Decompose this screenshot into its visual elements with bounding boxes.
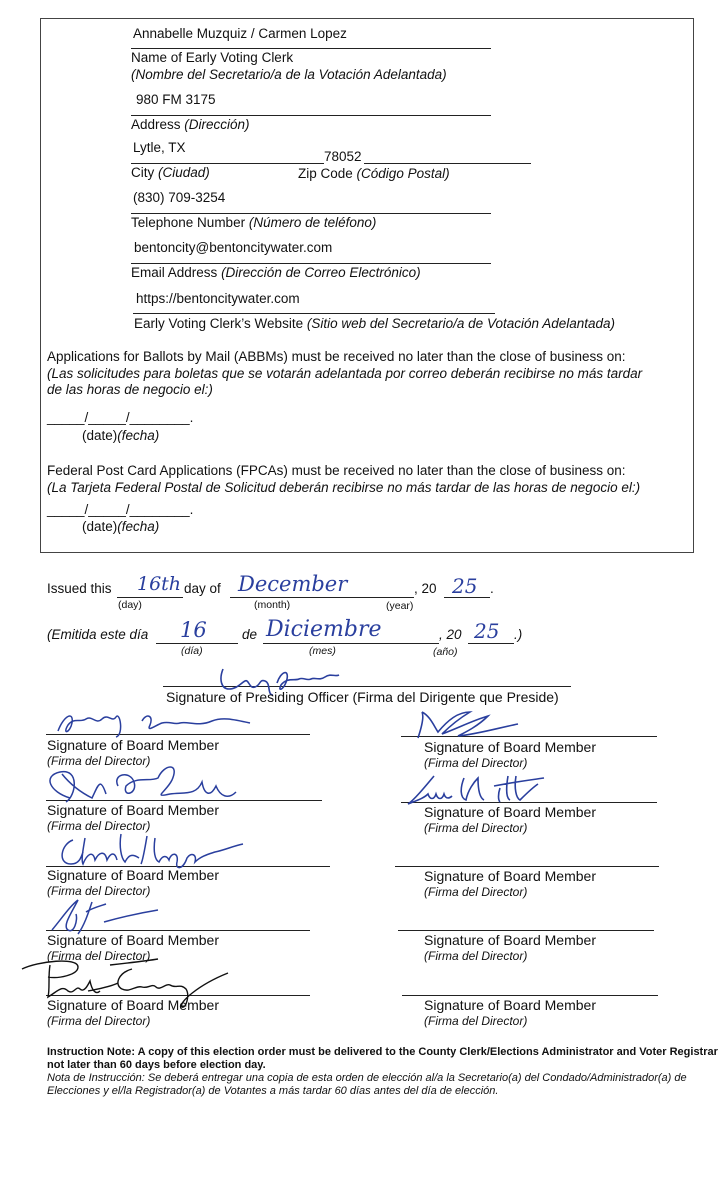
board-right-2-label-es: (Firma del Director) (424, 821, 528, 835)
board-right-3-label: Signature of Board Member (424, 868, 596, 884)
issued-period: . (490, 581, 494, 596)
zip-value: 78052 (324, 149, 362, 164)
board-right-1-label-es: (Firma del Director) (424, 756, 528, 770)
board-left-4-label-es: (Firma del Director) (47, 949, 151, 963)
board-right-5-label: Signature of Board Member (424, 997, 596, 1013)
board-right-4-line[interactable] (398, 930, 654, 931)
phone-value: (830) 709-3254 (133, 190, 226, 205)
issued-month-value-es[interactable]: Diciembre (266, 617, 382, 642)
board-left-5-label-es: (Firma del Director) (47, 1014, 151, 1028)
issued-year-label-es: (año) (433, 646, 458, 658)
instruction-note (47, 1046, 727, 1098)
board-left-3-label: Signature of Board Member (47, 867, 219, 883)
board-right-4-label: Signature of Board Member (424, 932, 596, 948)
website-value: https://bentoncitywater.com (136, 291, 300, 306)
board-right-5-line[interactable] (402, 995, 658, 996)
handwritten-signature-icon (50, 705, 270, 739)
abbm-date-label: (date)(fecha) (82, 428, 160, 443)
clerk-name-value: Annabelle Muzquiz / Carmen Lopez (133, 26, 347, 41)
issued-month-label-es: (mes) (309, 645, 336, 657)
board-right-4-label-es: (Firma del Director) (424, 949, 528, 963)
phone-label: Telephone Number (Número de teléfono) (131, 215, 377, 230)
issued-close-es: .) (514, 627, 523, 642)
board-left-3-label-es: (Firma del Director) (47, 884, 151, 898)
issued-day-label: (day) (118, 599, 142, 611)
instruction-note-en: Instruction Note: A copy of this election order must be delivered to the County Clerk/Elections Administrator and Voter Registrar not later than 60 days before election day. (47, 1046, 718, 1071)
handwritten-signature-icon (40, 756, 250, 804)
website-label: Early Voting Clerk’s Website (Sitio web del Secretario/a de Votación Adelantada) (134, 316, 616, 331)
board-right-3-line[interactable] (395, 866, 659, 867)
issued-comma-20: , 20 (414, 581, 437, 596)
email-label: Email Address (Dirección de Correo Electrónico) (131, 265, 421, 280)
issued-day-label-es: (día) (181, 645, 203, 657)
city-value: Lytle, TX (133, 140, 186, 155)
issued-day-value[interactable]: 16th (137, 573, 182, 595)
presiding-label: Signature of Presiding Officer (Firma del Dirigente que Preside) (166, 689, 559, 705)
issued-year-line-es (468, 643, 514, 644)
board-left-4-signature[interactable] (48, 896, 168, 936)
issued-day-line (117, 597, 183, 598)
issued-comma-20-es: , 20 (439, 627, 462, 642)
address-value: 980 FM 3175 (136, 92, 216, 107)
issued-month-line (230, 597, 414, 598)
phone-line (131, 213, 491, 214)
zip-label: Zip Code (Código Postal) (298, 166, 450, 181)
issued-day-value-es[interactable]: 16 (180, 618, 207, 642)
abbm-date-blank[interactable]: _____/_____/________. (47, 410, 194, 425)
clerk-name-label-es: (Nombre del Secretario/a de la Votación Adelantada) (131, 67, 447, 82)
fpca-date-label: (date)(fecha) (82, 519, 160, 534)
board-left-2-signature[interactable] (40, 756, 250, 804)
city-label: City (Ciudad) (131, 165, 210, 180)
fpca-date-blank[interactable]: _____/_____/________. (47, 502, 194, 517)
issued-prefix-es: (Emitida este día (47, 627, 149, 642)
issued-day-line-es (156, 643, 238, 644)
fpca-deadline-text: Federal Post Card Applications (FPCAs) must be received no later than the close of business on: (47, 463, 626, 478)
instruction-note-es: Nota de Instrucción: Se deberá entregar una copia de esta orden de elección al/a la Secretario(a) del Condado/Administrador(a) de Elecciones y el/la Registrador(a) de Votantes a más tardar 60 días antes del día de elección. (47, 1072, 687, 1097)
board-right-3-label-es: (Firma del Director) (424, 885, 528, 899)
fpca-deadline-text-es: (La Tarjeta Federal Postal de Solicitud deberán recibirse no más tardar de las horas de negocio el:) (47, 480, 641, 495)
board-left-1-label: Signature of Board Member (47, 737, 219, 753)
board-left-3-signature[interactable] (55, 830, 255, 870)
issued-de: de (242, 627, 258, 642)
abbm-deadline-text-es-2: de las horas de negocio el:) (47, 382, 213, 397)
issued-month-line-es (263, 643, 439, 644)
address-line (131, 115, 491, 116)
handwritten-signature-icon (55, 830, 255, 870)
issued-year-value[interactable]: 25 (452, 574, 478, 598)
clerk-name-label: Name of Early Voting Clerk (131, 50, 294, 65)
board-right-1-label: Signature of Board Member (424, 739, 596, 755)
board-left-5-label: Signature of Board Member (47, 997, 219, 1013)
handwritten-signature-icon (48, 896, 168, 936)
clerk-name-line (131, 48, 491, 49)
issued-prefix: Issued this (47, 581, 112, 596)
city-line (131, 163, 324, 164)
board-left-2-label-es: (Firma del Director) (47, 819, 151, 833)
board-right-5-label-es: (Firma del Director) (424, 1014, 528, 1028)
website-line (133, 313, 495, 314)
issued-year-value-es[interactable]: 25 (474, 619, 500, 643)
abbm-deadline-text-es-1: (Las solicitudes para boletas que se votarán adelantada por correo deberán recibirse no más tardar (47, 366, 643, 381)
board-left-2-label: Signature of Board Member (47, 802, 219, 818)
board-left-1-label-es: (Firma del Director) (47, 754, 151, 768)
issued-day-of: day of (184, 581, 221, 596)
issued-month-value[interactable]: December (238, 572, 348, 596)
board-left-4-label: Signature of Board Member (47, 932, 219, 948)
board-right-2-label: Signature of Board Member (424, 804, 596, 820)
zip-line (364, 163, 531, 164)
email-value: bentoncity@bentoncitywater.com (134, 240, 333, 255)
abbm-deadline-text: Applications for Ballots by Mail (ABBMs) must be received no later than the close of business on: (47, 349, 626, 364)
issued-year-label: (year) (386, 600, 414, 612)
board-left-1-signature[interactable] (50, 705, 270, 739)
issued-month-label: (month) (254, 599, 291, 611)
address-label: Address (Dirección) (131, 117, 250, 132)
email-line (131, 263, 491, 264)
